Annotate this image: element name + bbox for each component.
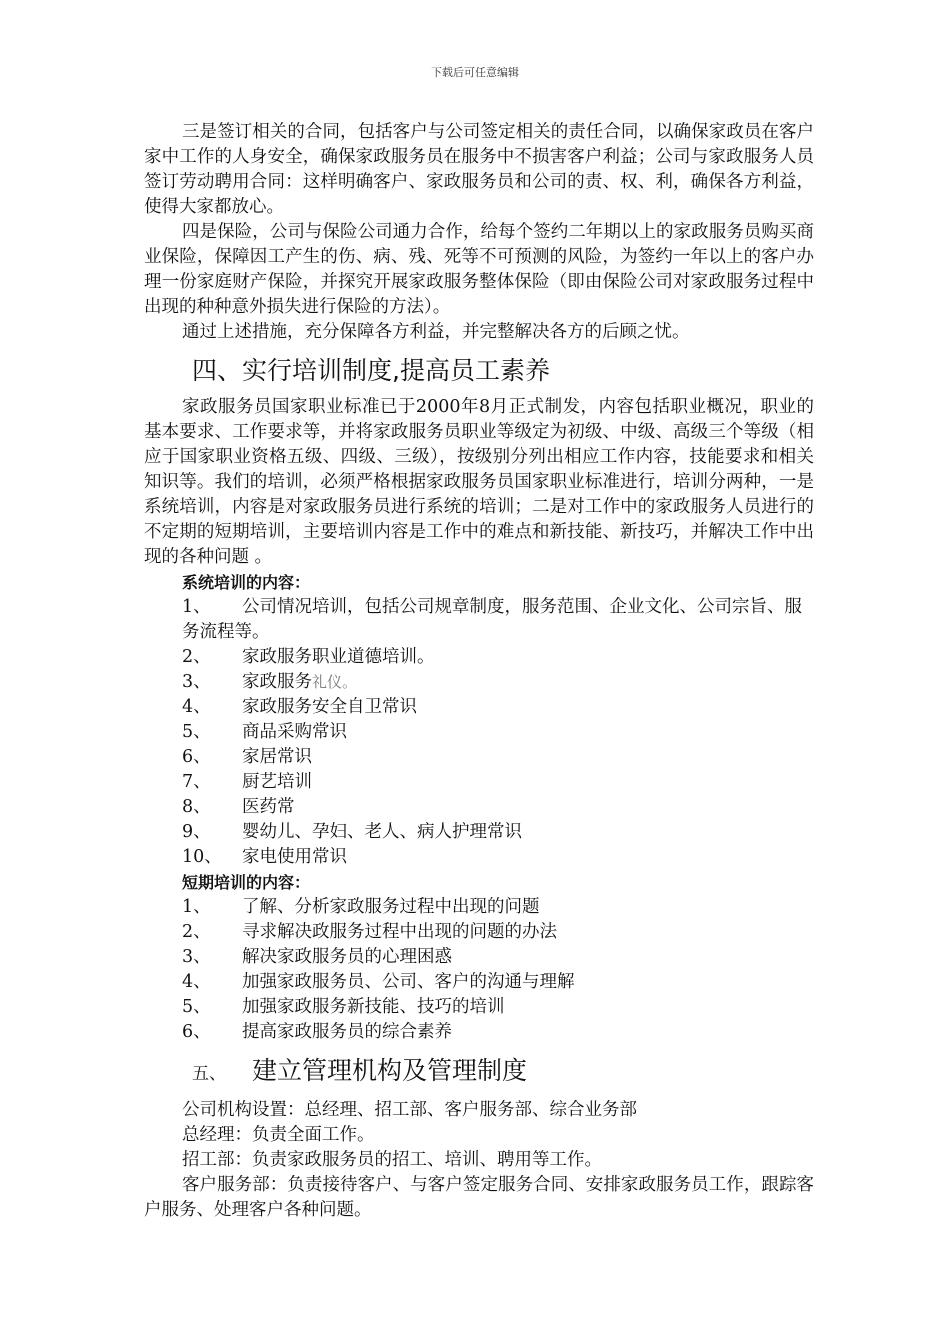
paragraph-insurance: 四是保险，公司与保险公司通力合作，给每个签约二年期以上的家政服务员购买商业保险，保障因工产生的伤、病、残、死等不可预测的风险，为签约一年以上的客户办理一份家庭财产保险，并探究开展家政服务整体保险（即由保险公司对家政服务过程中出现的种种意外损失进行保险的方法）。 <box>144 222 814 317</box>
list-item: 8、 医药常 <box>182 797 295 817</box>
org-line: 招工部：负责家政服务员的招工、培训、聘用等工作。 <box>182 1150 602 1170</box>
list-item: 1、 公司情况培训，包括公司规章制度，服务范围、企业文化、公司宗旨、服务流程等。 <box>182 597 802 642</box>
list-item: 7、 厨艺培训 <box>182 772 312 792</box>
list-item: 4、 加强家政服务员、公司、客户的沟通与理解 <box>182 972 575 992</box>
section-title: 建立管理机构及管理制度 <box>252 1056 528 1085</box>
list-item: 10、 家电使用常识 <box>182 847 347 867</box>
list-item: 5、 加强家政服务新技能、技巧的培训 <box>182 997 505 1017</box>
header-note: 下载后可任意编辑 <box>431 66 519 79</box>
system-training-list <box>144 595 814 870</box>
list-item: 3、 解决家政服务员的心理困惑 <box>182 947 452 967</box>
short-training-list <box>144 895 814 1045</box>
list-item: 5、 商品采购常识 <box>182 722 347 742</box>
list-item: 1、 了解、分析家政服务过程中出现的问题 <box>182 897 540 917</box>
list-item: 2、 家政服务职业道德培训。 <box>182 647 435 667</box>
paragraph-contracts: 三是签订相关的合同，包括客户与公司签定相关的责任合同，以确保家政员在客户家中工作的人身安全，确保家政服务员在服务中不损害客户利益；公司与家政服务人员签订劳动聘用合同：这样明确客户、家政服务员和公司的责、权、利，确保各方利益，使得大家都放心。 <box>144 122 814 217</box>
list-item: 9、 婴幼儿、孕妇、老人、病人护理常识 <box>182 822 522 842</box>
paragraph-measures: 通过上述措施，充分保障各方利益，并完整解决各方的后顾之忧。 <box>182 322 690 342</box>
list-item: 4、 家政服务安全自卫常识 <box>182 697 417 717</box>
list-item: 3、 家政服务礼仪。 <box>182 672 358 692</box>
short-training-heading: 短期培训的内容： <box>182 873 311 892</box>
list-item: 6、 家居常识 <box>182 747 312 767</box>
system-training-heading: 系统培训的内容： <box>182 573 311 592</box>
list-item: 6、 提高家政服务员的综合素养 <box>182 1022 452 1042</box>
org-line: 总经理：负责全面工作。 <box>182 1125 375 1145</box>
paragraph-training-standard: 家政服务员国家职业标准已于2000年8月正式制发，内容包括职业概况，职业的基本要求、工作要求等，并将家政服务员职业等级定为初级、中级、高级三个等级（相应于国家职业资格五级、四级、三级），按级别分列出相应工作内容，技能要求和相关知识等。我们的培训，必须严格根据家政服务员国家职业标准进行，培训分两种，一是系统培训，内容是对家政服务员进行系统的培训；二是对工作中的家政服务人员进行的不定期的短期培训，主要培训内容是工作中的难点和新技能、新技巧，并解决工作中出现的各种问题 。 <box>144 397 814 567</box>
org-line: 客户服务部：负责接待客户、与客户签定服务合同、安排家政服务员工作，跟踪客户服务、处理客户各种问题。 <box>144 1175 814 1220</box>
document-body <box>144 120 814 1223</box>
list-item: 2、 寻求解决政服务过程中出现的问题的办法 <box>182 922 557 942</box>
org-line: 公司机构设置：总经理、招工部、客户服务部、综合业务部 <box>182 1100 637 1120</box>
section-heading-training: 四、实行培训制度,提高员工素养 <box>192 356 550 385</box>
section-heading-management <box>144 1051 814 1094</box>
section-number: 五、 <box>192 1064 226 1084</box>
